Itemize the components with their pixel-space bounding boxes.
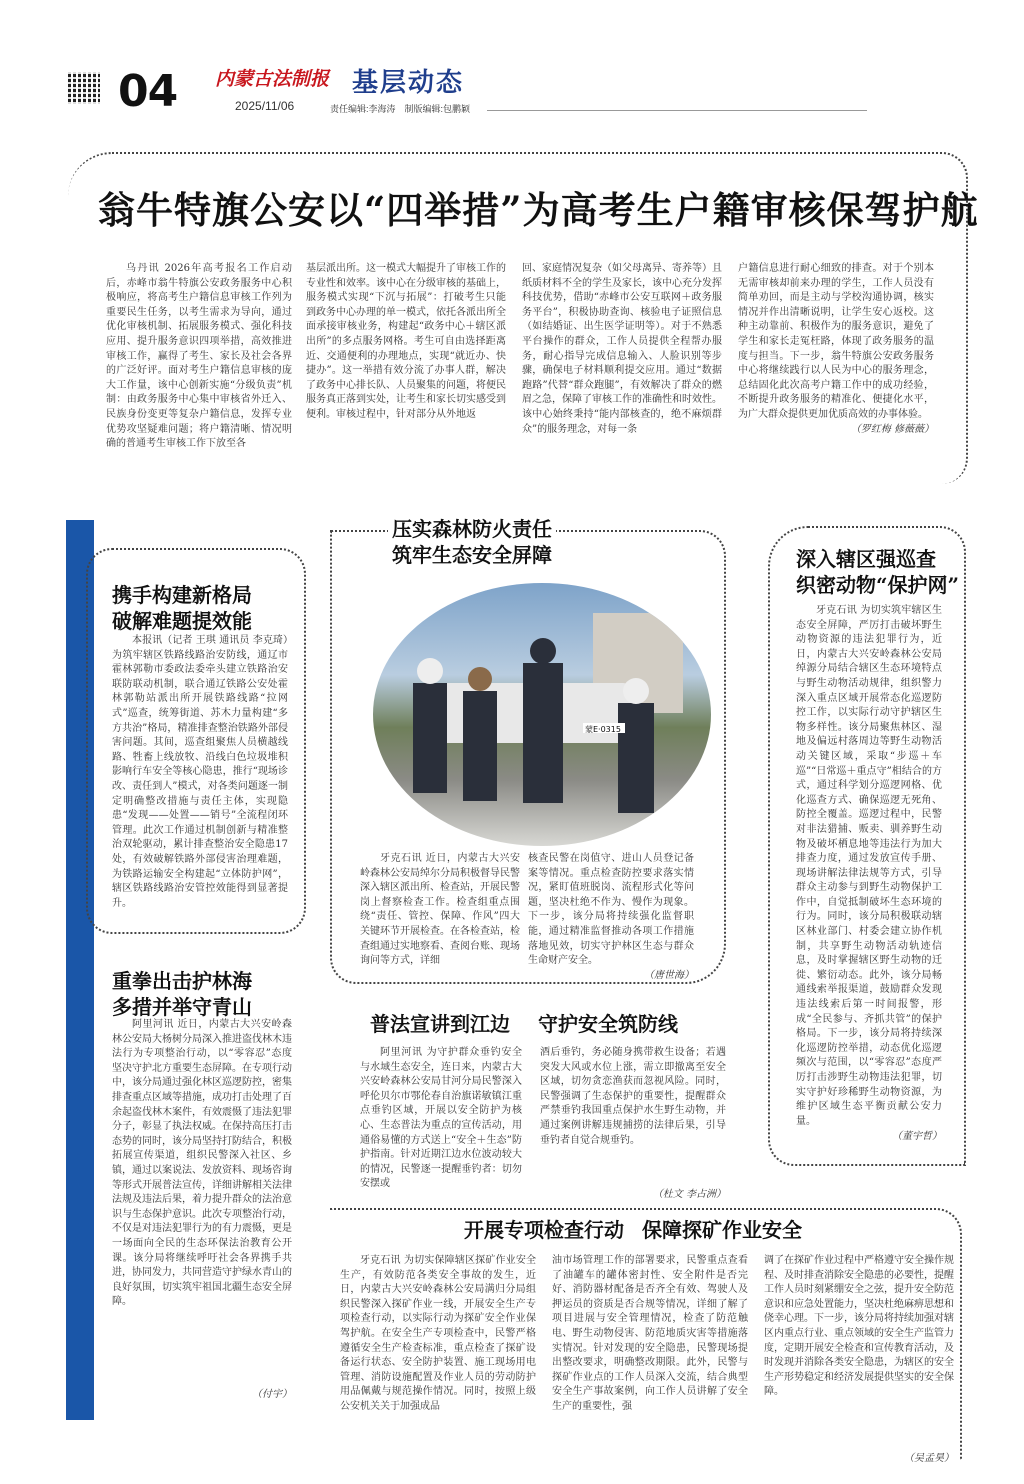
river-column-1: 阿里河讯 为守护群众垂钓安全与水域生态安全，连日来，内蒙古大兴安岭森林公安局甘河分局民警深入呼伦贝尔市鄂伦春自治旗诺敏镇江重点垂钓区域，开展以安全防护为核心、生态普法为重点的宣传活动，用通俗易懂的方式送上“安全＋生态”防护指南。针对近期江边水位波动较大的情况，民警逐一提醒垂钓者：切勿安摆或: [360, 1047, 522, 1190]
mine-byline: （吴孟昊）: [904, 1453, 954, 1464]
police-inspection-photo: [373, 583, 711, 846]
railway-headline: 携手构建新格局 破解难题提效能: [112, 583, 252, 633]
license-plate: 蒙E·0315: [585, 725, 621, 734]
railway-body: 本报讯（记者 王琪 通讯员 李克琦）为筑牢辖区铁路线路治安防线，通辽市霍林郭勒市委政法委牵头建立铁路治安联防联动机制，联合通辽铁路公安处霍林郭勒站派出所开展铁路线路“拉网式”巡查，统筹街道、苏木力量构建“多方共治”格局，精准排查整治铁路外部侵害问题。其间，巡查组聚焦人员横越线路、牲畜上线放牧、沿线白色垃圾堆积影响行车安全等核心隐患，推行“现场诊改、责任到人”模式，对各类问题逐一制定明确整改措施与责任主体，实现隐患“发现——处置——销号”全流程闭环管理。此次工作通过机制创新与精准整治双轮驱动，累计排查整治安全隐患17处，有效破解铁路外部侵害治理难题，为铁路运输安全构建起“立体防护网”，辖区铁路线路治安管控效能得到显著提升。: [112, 635, 288, 909]
forest-byline: （付宇）: [252, 1389, 292, 1400]
issue-date: 2025/11/06: [235, 99, 295, 113]
masthead-logo: 内蒙古法制报: [215, 68, 330, 90]
forest-body: 阿里河讯 近日，内蒙古大兴安岭森林公安局大杨树分局深入推进盗伐林木违法行为专项整治行动，以“零容忍”态度坚决守护北方重要生态屏障。在专项行动中，该分局通过强化林区巡逻防控，密集排查重点区域等措施，成功打击处理了百余起盗伐林木案件，有效震慑了违法犯罪分子，彰显了执法权威。在保持高压打击态势的同时，该分局坚持打防结合，积极拓展宣传渠道，组织民警深入社区、乡镇，通过以案说法、发放资料、现场咨询等形式开展普法宣传，详细讲解相关法律法规及违法后果，着力提升群众的法治意识与生态保护意识。此次专项整治行动，不仅是对违法犯罪行为的有力震慑，更是一场面向全民的生态环保法治教育公开课。该分局将继续呼吁社会各界携手共进，协同发力，共同营造守护绿水青山的良好氛围，切实筑牢祖国北疆生态安全屏障。: [112, 1019, 292, 1308]
fire-byline: （唐世海）: [644, 969, 694, 981]
fire-headline: 压实森林防火责任 筑牢生态安全屏障: [388, 516, 556, 568]
lead-column-2: 基层派出所。这一模式大幅提升了审核工作的专业性和效率。该中心在分级审核的基础上，服务模式实现“下沉与拓展”：打破考生只能到政务中心办理的单一模式，依托各派出所全面承接审核业务，构建起“政务中心＋辖区派出所”的多点服务网格。考生可自由选择距离近、交通便利的办理地点，实现“就近办、快捷办”。这一举措有效分流了办事人群，解决了政务中心排长队、人员聚集的问题，将便民服务真正落到实处，让考生和家长切实感受到便利。审核过程中，针对部分从外地返: [306, 263, 506, 420]
river-column-2: 酒后垂钓，务必随身携带救生设备；若遇突发大风或水位上涨，需立即撤离至安全区域，切勿贪恋渔获而忽视风险。同时，民警强调了生态保护的重要性，提醒群众严禁垂钓我国重点保护水生野生动物，并通过案例讲解违规捕捞的法律后果，引导垂钓者自觉合规垂钓。: [540, 1047, 726, 1146]
page-number: 04: [118, 66, 178, 117]
mine-headline: 开展专项检查行动 保障探矿作业安全: [464, 1218, 802, 1242]
header-rule: [487, 110, 867, 111]
photo-illustration: [373, 583, 711, 846]
section-title: 基层动态: [352, 68, 465, 98]
lead-column-1: 乌丹讯 2026年高考报名工作启动后，赤峰市翁牛特旗公安政务服务中心积极响应，将高考生户籍信息审核工作列为重要民生任务，以考生需求为导向，通过优化审核机制、拓展服务模式、强化科技应用、提升服务意识四项举措，高效推进审核工作，赢得了考生、家长及社会各界的广泛好评。面对考生户籍信息审核的庞大工作量，该中心创新实施“分级负责”机制：由政务服务中心集中审核省外迁入、民族身份变更等复杂户籍信息，发挥专业优势攻坚疑难问题；将户籍清晰、情况明确的普通考生审核工作下放至各: [106, 263, 292, 450]
river-byline: （杜文 李占洲）: [652, 1189, 726, 1200]
qr-code: [68, 72, 100, 104]
forest-headline: 重拳出击护林海 多措并举守青山: [112, 969, 252, 1019]
patrol-body: 牙克石讯 为切实筑牢辖区生态安全屏障，严厉打击破坏野生动物资源的违法犯罪行为，近日，内蒙古大兴安岭森林公安局绰源分局结合辖区生态环境特点与野生动物活动规律，组织警力深入重点区域开展常态化巡逻防控工作，以实际行动守护辖区生物多样性。该分局聚焦林区、湿地及偏远村落周边等野生动物活动关键区域，采取“步巡＋车巡”“日常巡＋重点守”相结合的方式，通过科学划分巡逻网格、优化巡查方式、确保巡逻无死角、防控全覆盖。巡逻过程中，民警对非法猎捕、贩卖、驯养野生动物及破坏栖息地等违法行为加大排查力度，通过发放宣传手册、现场讲解法律法规等方式，引导群众主动参与到野生动物保护工作中，自觉抵制破坏生态环境的行为。同时，该分局积极联动辖区林业部门、村委会建立协作机制，共享野生动物活动轨迹信息，及时掌握辖区野生动物的迁徙、繁衍动态。此外，该分局畅通线索举报渠道，鼓励群众发现违法线索后第一时间报警，形成“全民参与、齐抓共管”的保护格局。下一步，该分局将持续深化巡逻防控举措，动态优化巡逻频次与范围，以“零容忍”态度严厉打击涉野生动物违法犯罪，切实守护好珍稀野生动物资源，为维护区域生态平衡贡献公安力量。: [796, 605, 942, 1127]
editor-credits: 责任编辑:李海涛 制版编辑:包鹏颖: [330, 104, 471, 114]
mine-column-1: 牙克石讯 为切实保障辖区探矿作业安全生产，有效防范各类安全事故的发生，近日，内蒙古大兴安岭森林公安局满归分局组织民警深入探矿作业一线，开展安全生产专项检查行动，以实际行动为探矿安全作业保驾护航。在安全生产专项检查中，民警严格遵循安全生产检查标准，重点检查了探矿设备运行状态、安全防护装置、施工现场用电管理、消防设施配置及作业人员的劳动防护用品佩戴与规范操作情况。同时，按照上级公安机关关于加强成品: [340, 1255, 536, 1412]
lead-column-3: 回、家庭情况复杂（如父母离异、寄养等）且纸质材料不全的学生及家长，该中心充分发挥科技优势，借助“赤峰市公安互联网＋政务服务平台”，积极协助查询、核验电子证照信息（如结婚证、出生医学证明等）。对于不熟悉平台操作的群众，工作人员提供全程帮办服务，耐心指导完成信息输入、人脸识别等步骤，确保电子材料顺利提交应用。通过“数据跑路”代替“群众跑腿”，有效解决了群众的燃眉之急，保障了审核工作的准确性和时效性。该中心始终秉持“能内部核查的，绝不麻烦群众”的服务理念，对每一条: [522, 263, 722, 435]
lead-column-4: 户籍信息进行耐心细致的排查。对于个别本无需审核却前来办理的学生，工作人员没有简单劝回，而是主动与学校沟通协调，核实情况并作出清晰说明，让学生安心返校。这种主动靠前、积极作为的服务意识，避免了学生和家长走冤枉路，体现了政务服务的温度与担当。下一步，翁牛特旗公安政务服务中心将继续践行以人民为中心的服务理念，总结固化此次高考户籍工作中的成功经验，不断提升政务服务的精准化、便捷化水平，为广大群众提供更加优质高效的办事体验。 （罗红梅 修薇薇）: [738, 262, 934, 437]
patrol-byline: （董宇哲）: [892, 1131, 942, 1142]
mine-column-3: 调了在探矿作业过程中严格遵守安全操作规程、及时排查消除安全隐患的必要性，提醒工作人员时刻紧绷安全之弦，提升安全防范意识和应急处置能力，坚决杜绝麻痹思想和侥幸心理。下一步，该分局将持续加强对辖区内重点行业、重点领域的安全生产监管力度，定期开展安全检查和宣传教育活动，及时发现并消除各类安全隐患，为辖区的安全生产形势稳定和经济发展提供坚实的安全保障。: [764, 1255, 954, 1398]
river-headline: 普法宣讲到江边 守护安全筑防线: [370, 1012, 678, 1036]
lead-headline: 翁牛特旗公安以“四举措”为高考生户籍审核保驾护航: [98, 188, 979, 232]
fire-column-1: 牙克石讯 近日，内蒙古大兴安岭森林公安局绰尔分局积极督导民警深入辖区派出所、检查站，开展民警岗上督察检查工作。检查组重点围绕“责任、管控、保障、作风”四大关键环节开展检查。在各检查站，检查组通过实地察看、查阅台账、现场询问等方式，详细: [360, 853, 520, 967]
fire-column-2: 核查民警在岗值守、进山人员登记备案等情况。重点检查防控要求落实情况，紧盯值班脱岗、流程形式化等问题，坚决杜绝不作为、慢作为现象。下一步，该分局将持续强化监督职能，通过精准监督推动各项工作措施落地见效，切实守护林区生态与群众生命财产安全。 （唐世海）: [528, 852, 694, 983]
mine-column-2: 油市场管理工作的部署要求，民警重点查看了油罐车的罐体密封性、安全附件是否完好、消防器材配备是否齐全有效、驾驶人及押运员的资质是否合规等情况，详细了解了项目进展与安全管理情况，检查了防范触电、野生动物侵害、防范地质灾害等措施落实情况。针对发现的安全隐患，民警现场提出整改要求，明确整改期限。此外，民警与探矿作业点的工作人员深入交流，结合典型安全生产事故案例，向工作人员讲解了安全生产的重要性，强: [552, 1255, 748, 1412]
lead-byline: （罗红梅 修薇薇）: [850, 423, 934, 435]
patrol-headline: 深入辖区强巡查 织密动物“保护网”: [796, 547, 960, 597]
